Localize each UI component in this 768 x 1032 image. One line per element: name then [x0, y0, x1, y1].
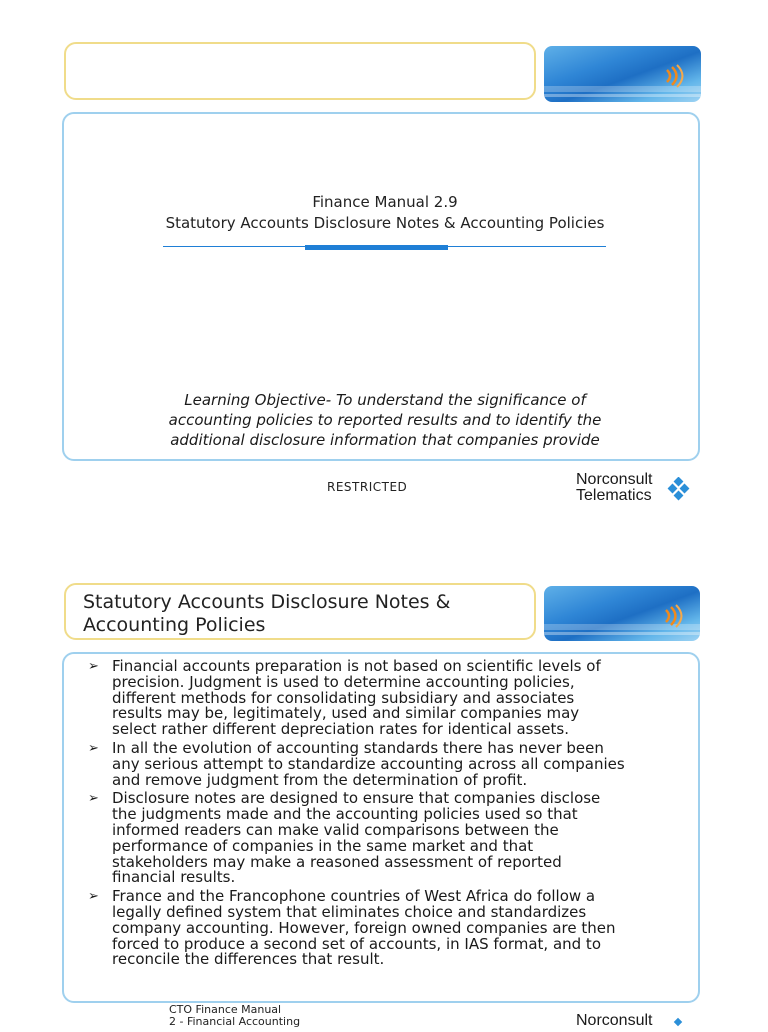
signal-waves-icon — [660, 604, 684, 628]
slide2-brand-name: Norconsult — [576, 1012, 653, 1029]
bullet-line: any serious attempt to standardize accounting across all companies — [112, 754, 625, 773]
bullet-line: results may be, legitimately, used and similar companies may — [112, 704, 580, 723]
bullet-line: performance of companies in the same market and that — [112, 836, 534, 855]
bullet-list — [84, 659, 692, 968]
slide2-header-image — [544, 586, 700, 641]
slide1-title-bar — [64, 42, 536, 100]
slide2-heading-line1: Statutory Accounts Disclosure Notes & — [83, 591, 451, 613]
bullet-line: legally defined system that eliminates choice and standardizes — [112, 902, 587, 921]
bullet-line: In all the evolution of accounting standards there has never been — [112, 738, 604, 757]
bullet-arrow-icon: ➢ — [88, 791, 99, 807]
bullet-line: financial results. — [112, 868, 236, 887]
bullet-line: precision. Judgment is used to determine accounting policies, — [112, 672, 575, 691]
signal-waves-icon — [661, 64, 685, 88]
diamond-logo-icon — [666, 477, 692, 503]
bullet-line: the judgments made and the accounting policies used so that — [112, 805, 578, 824]
bullet-line: forced to produce a second set of accounts, in IAS format, and to — [112, 934, 601, 953]
bullet-line: Financial accounts preparation is not based on scientific levels of — [112, 657, 601, 675]
diamond-logo-icon — [670, 1016, 686, 1032]
objective-line: accounting policies to reported results and to identify the — [168, 411, 602, 429]
bullet-arrow-icon: ➢ — [88, 740, 99, 756]
bullet-line: informed readers can make valid comparisons between the — [112, 820, 559, 839]
slide2-footer — [169, 1004, 300, 1028]
bullet-arrow-icon: ➢ — [88, 659, 99, 674]
bullet-item — [84, 791, 692, 886]
slide1-header-image — [544, 46, 701, 102]
slide1-title — [100, 192, 670, 234]
objective-line: Learning Objective- To understand the significance of — [184, 391, 586, 409]
brand-name: Norconsult — [576, 471, 653, 488]
bullet-line: France and the Francophone countries of West Africa do follow a — [112, 887, 596, 906]
bullet-line: stakeholders may make a reasoned assessment of reported — [112, 852, 562, 871]
bullet-line: company accounting. However, foreign owned companies are then — [112, 918, 616, 937]
footer-line2: 2 - Financial Accounting — [169, 1015, 301, 1028]
bullet-line: reconcile the differences that result. — [112, 950, 385, 969]
brand-subname: Telematics — [576, 487, 652, 504]
bullet-line: Disclosure notes are designed to ensure that companies disclose — [112, 789, 601, 808]
objective-line: additional disclosure information that companies provide — [170, 431, 600, 449]
footer-line1: CTO Finance Manual — [169, 1003, 282, 1016]
bullet-item — [84, 738, 692, 789]
title-divider-accent — [305, 245, 448, 250]
slide2-heading — [83, 591, 523, 637]
norconsult-logo — [576, 472, 696, 506]
slide2-heading-line2: Accounting Policies — [83, 614, 266, 636]
bullet-line: select rather different depreciation rates for identical assets. — [112, 720, 569, 739]
slide1-title-line1: Finance Manual 2.9 — [312, 193, 458, 211]
slide2-body — [84, 659, 692, 971]
bullet-line: different methods for consolidating subsidiary and associates — [112, 688, 575, 707]
bullet-arrow-icon: ➢ — [88, 889, 99, 905]
bullet-item — [84, 889, 692, 968]
bullet-line: and remove judgment from the determination of profit. — [112, 770, 528, 789]
bullet-item — [84, 659, 692, 738]
classification-label: RESTRICTED — [327, 480, 408, 494]
slide1-title-line2: Statutory Accounts Disclosure Notes & Accounting Policies — [165, 214, 605, 232]
learning-objective — [110, 390, 660, 450]
